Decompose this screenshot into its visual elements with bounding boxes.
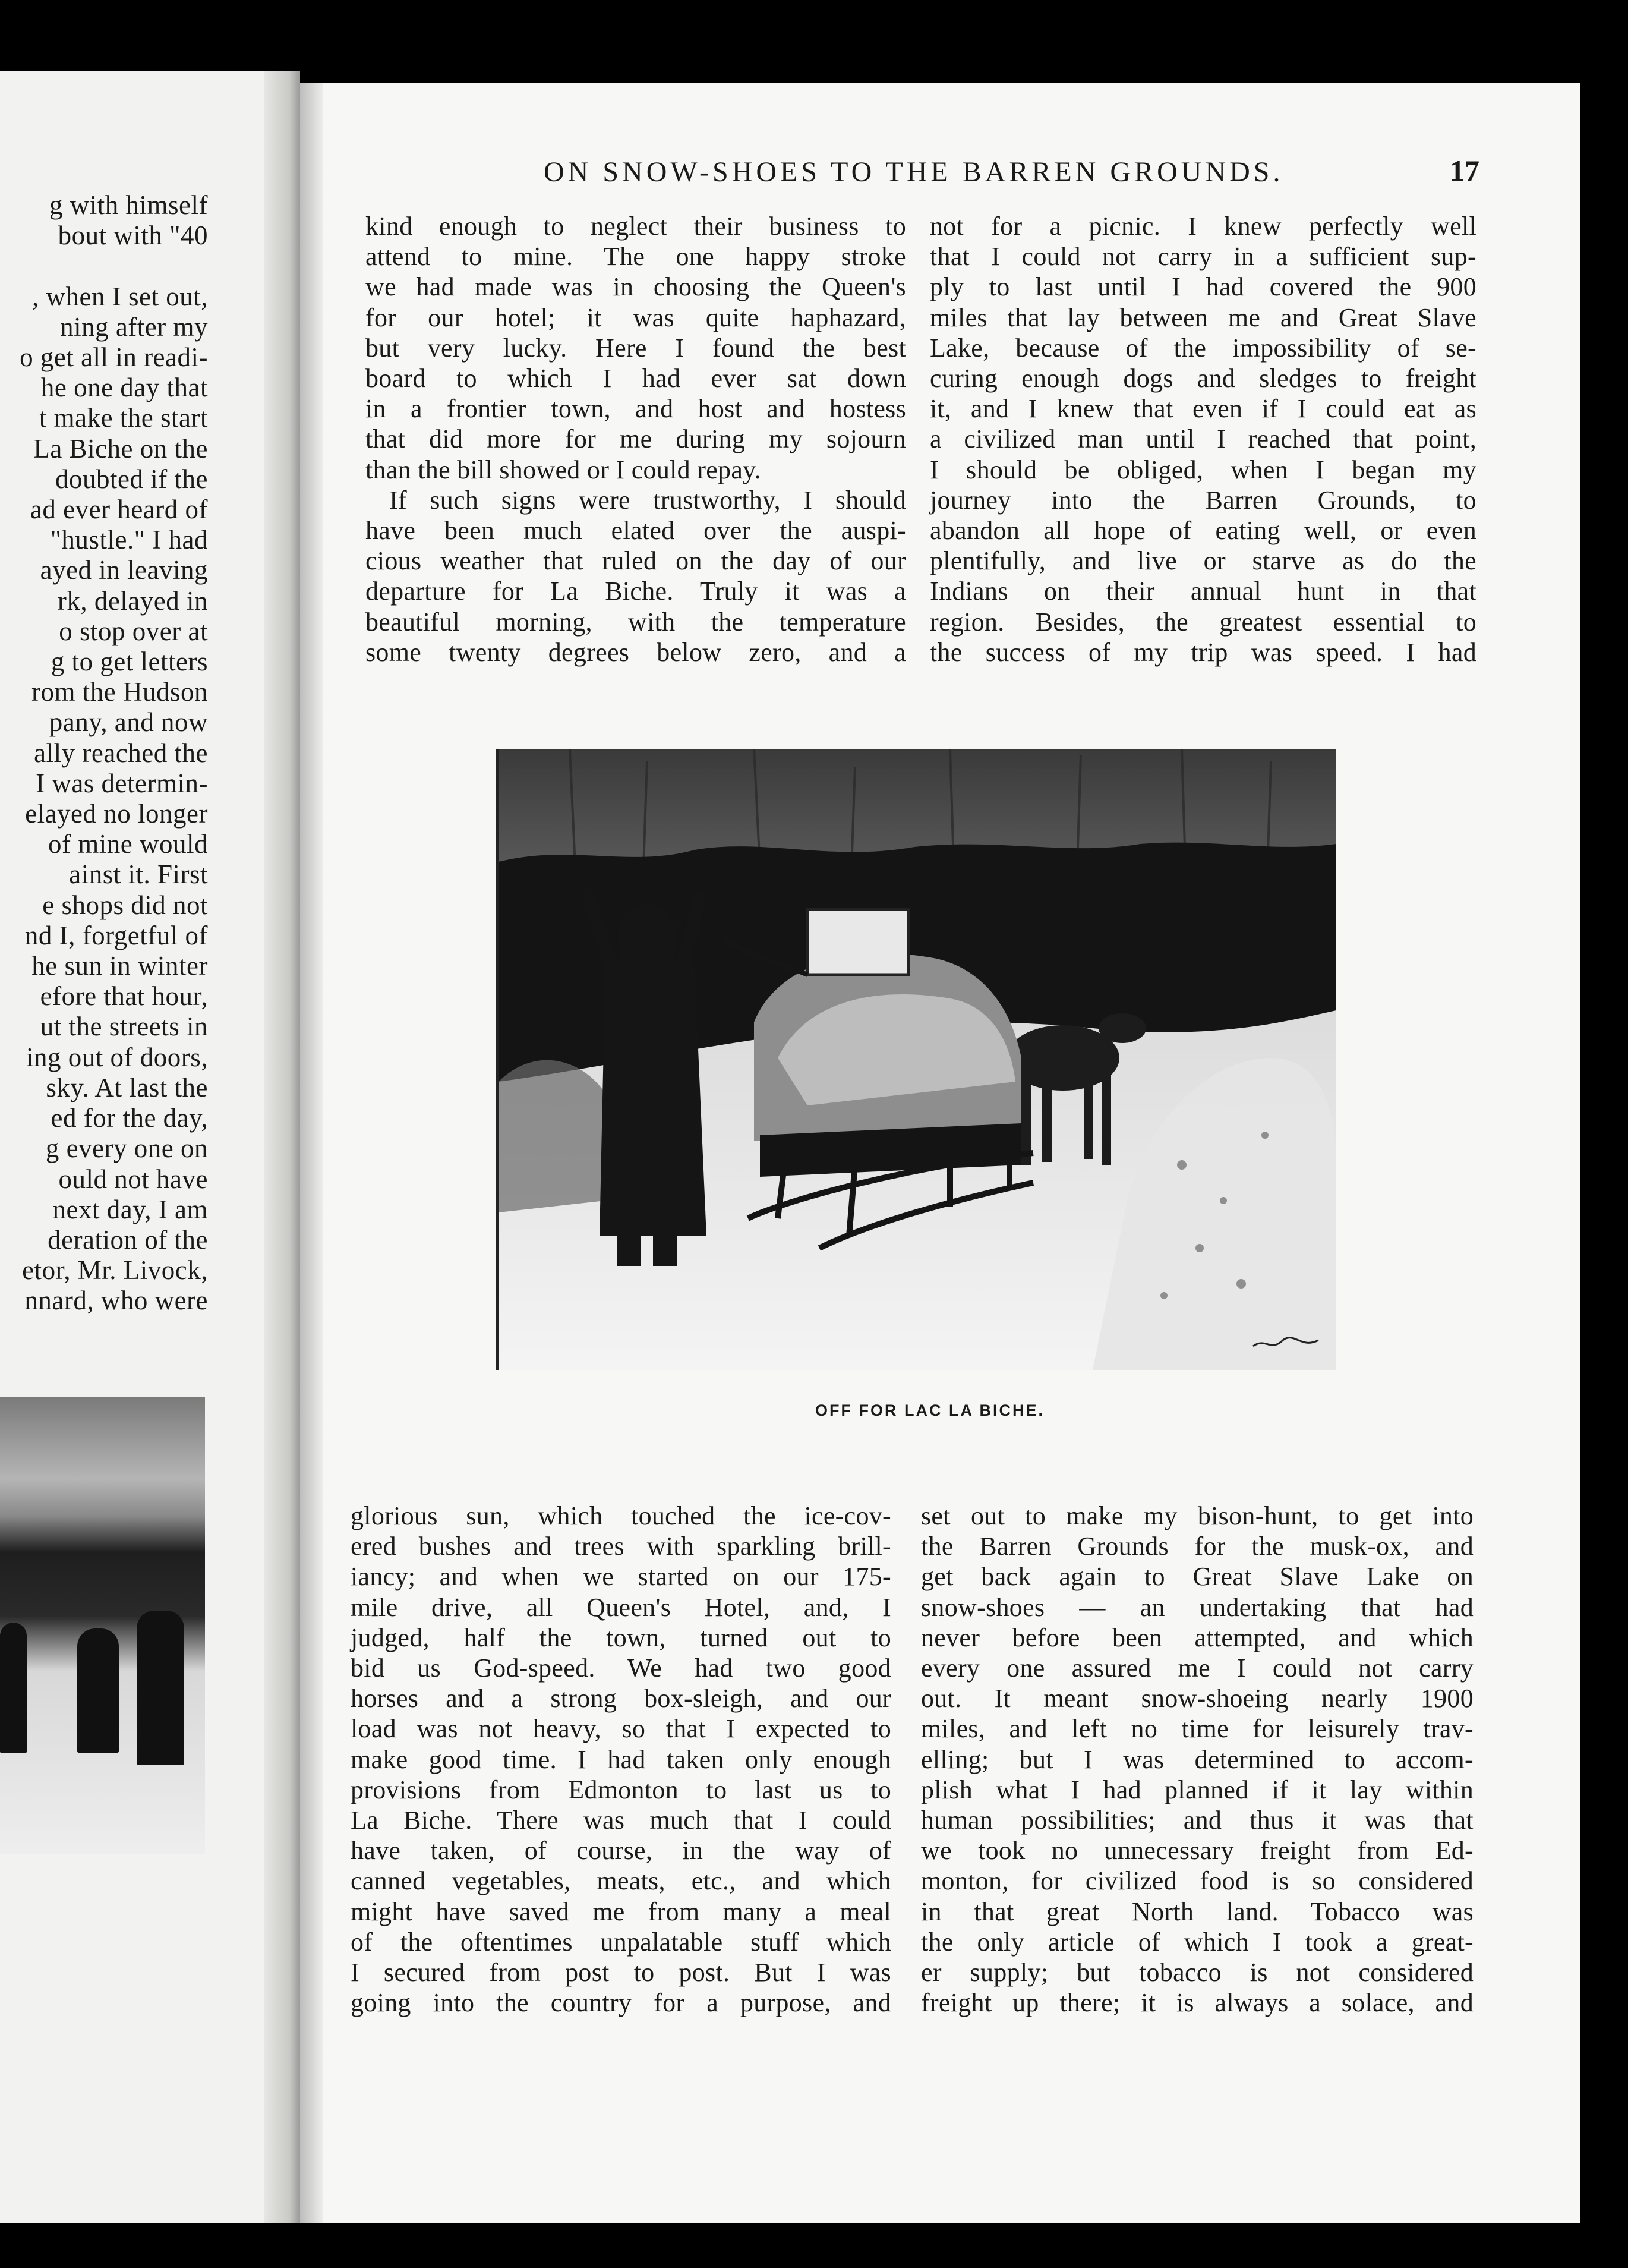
text-line: that did more for me during my sojourn [365, 424, 906, 454]
running-head: ON SNOW-SHOES TO THE BARREN GROUNDS. [544, 156, 1284, 188]
text-line: plish what I had planned if it lay within [921, 1775, 1474, 1804]
text-line: the Barren Grounds for the musk-ox, and [921, 1532, 1474, 1561]
text-line: bout with "40 [58, 220, 208, 251]
text-line: a civilized man until I reached that point, [930, 424, 1476, 454]
text-line: "hustle." I had [50, 525, 208, 555]
text-line: some twenty degrees below zero, and a [365, 637, 906, 667]
text-line: next day, I am [52, 1194, 208, 1224]
text-line: g to get letters [51, 647, 208, 677]
text-line: g every one on [45, 1133, 208, 1164]
text-line: I should be obliged, when I began my [930, 455, 1476, 484]
text-line: the only article of which I took a great- [921, 1927, 1474, 1957]
text-line: might have saved me from many a meal [351, 1897, 891, 1926]
text-line: for our hotel; it was quite haphazard, [365, 303, 906, 332]
text-line: ally reached the [34, 738, 208, 768]
text-line: snow-shoes — an undertaking that had [921, 1592, 1474, 1622]
text-line: region. Besides, the greatest essential to [930, 607, 1476, 637]
text-line: journey into the Barren Grounds, to [930, 485, 1476, 515]
text-line: he one day that [40, 373, 208, 403]
text-column-bottom-right [921, 1501, 1474, 2018]
text-line: elling; but I was determined to accom- [921, 1744, 1474, 1774]
text-line: plentifully, and live or starve as do the [930, 546, 1476, 576]
text-line: Indians on their annual hunt in that [930, 577, 1476, 606]
text-line: miles, and left no time for leisurely trav- [921, 1714, 1474, 1744]
text-line: canned vegetables, meats, etc., and which [351, 1866, 891, 1896]
previous-page-photo [0, 1397, 205, 1854]
text-line: horses and a strong box-sleigh, and our [351, 1684, 891, 1713]
text-line: If such signs were trustworthy, I should [389, 485, 906, 515]
text-line: of the oftentimes unpalatable stuff which [351, 1927, 891, 1957]
previous-page [0, 71, 300, 2223]
text-line: ut the streets in [40, 1012, 208, 1042]
text-line: departure for La Biche. Truly it was a [365, 577, 906, 606]
page-gutter [264, 71, 300, 2223]
text-line: I was determin- [36, 768, 208, 798]
text-line: but very lucky. Here I found the best [365, 333, 906, 363]
page-number: 17 [1450, 154, 1479, 187]
text-line: Lake, because of the impossibility of se- [930, 333, 1476, 363]
text-line: set out to make my bison-hunt, to get into [921, 1501, 1474, 1530]
text-line: La Biche. There was much that I could [351, 1806, 891, 1835]
text-line [0, 251, 208, 281]
text-line: human possibilities; and thus it was that [921, 1806, 1474, 1835]
text-line: miles that lay between me and Great Slave [930, 303, 1476, 332]
text-line: ning after my [60, 311, 208, 342]
text-line: rom the Hudson [31, 677, 208, 707]
text-line: o stop over at [59, 616, 208, 646]
text-line: etor, Mr. Livock, [22, 1255, 208, 1286]
text-line: going into the country for a purpose, and [351, 1988, 891, 2018]
text-line: e shops did not [42, 890, 208, 920]
text-line: ered bushes and trees with sparkling brill- [351, 1532, 891, 1561]
text-line: never before been attempted, and which [921, 1623, 1474, 1652]
text-line: deration of the [48, 1224, 208, 1255]
text-line: ayed in leaving [40, 555, 208, 585]
text-line: in that great North land. Tobacco was [921, 1897, 1474, 1926]
text-line: we took no unnecessary freight from Ed- [921, 1836, 1474, 1866]
text-line: it, and I knew that even if I could eat as [930, 394, 1476, 424]
text-line: rk, delayed in [57, 585, 208, 616]
text-line: g with himself [49, 190, 208, 220]
text-line: doubted if the [55, 464, 208, 494]
book-page [300, 83, 1580, 2223]
photo-figure [0, 1623, 27, 1753]
text-line: board to which I had ever sat down [365, 364, 906, 393]
text-line: o get all in readi- [20, 342, 208, 373]
text-line: the success of my trip was speed. I had [930, 637, 1476, 667]
text-line: t make the start [39, 403, 208, 433]
previous-page-text [0, 190, 208, 1316]
text-line: get back again to Great Slave Lake on [921, 1562, 1474, 1592]
page-gutter-shadow [300, 83, 323, 2223]
text-line: , when I set out, [32, 281, 208, 311]
text-line: elayed no longer [25, 799, 208, 829]
text-line: freight up there; it is always a solace, and [921, 1988, 1474, 2018]
illustration-caption: OFF FOR LAC LA BICHE. [815, 1401, 1045, 1419]
text-line: ing out of doors, [26, 1042, 208, 1072]
text-line: cious weather that ruled on the day of our [365, 546, 906, 576]
text-line: er supply; but tobacco is not considered [921, 1958, 1474, 1987]
text-line: make good time. I had taken only enough [351, 1744, 891, 1774]
text-line: provisions from Edmonton to last us to [351, 1775, 891, 1804]
photo-figure [137, 1611, 184, 1765]
text-line: La Biche on the [33, 433, 208, 464]
text-line: pany, and now [49, 707, 208, 738]
sleigh-illustration [496, 749, 1336, 1370]
text-line: sky. At last the [46, 1072, 208, 1102]
text-line: bid us God-speed. We had two good [351, 1653, 891, 1683]
text-line: ainst it. First [69, 859, 208, 890]
text-line: that I could not carry in a sufficient sup- [930, 242, 1476, 272]
text-line: iancy; and when we started on our 175- [351, 1562, 891, 1592]
text-line: efore that hour, [40, 981, 208, 1012]
text-line: out. It meant snow-shoeing nearly 1900 [921, 1684, 1474, 1713]
text-line: every one assured me I could not carry [921, 1653, 1474, 1683]
text-line: ply to last until I had covered the 900 [930, 272, 1476, 302]
text-column-top-left [365, 211, 906, 667]
text-line: of mine would [48, 829, 208, 859]
photo-figure [77, 1628, 119, 1753]
text-line: curing enough dogs and sledges to freight [930, 364, 1476, 393]
text-line: beautiful morning, with the temperature [365, 607, 906, 637]
text-line: monton, for civilized food is so considered [921, 1866, 1474, 1896]
text-line: not for a picnic. I knew perfectly well [930, 212, 1476, 241]
text-line: ad ever heard of [30, 494, 208, 525]
text-line: load was not heavy, so that I expected to [351, 1714, 891, 1744]
text-line: attend to mine. The one happy stroke [365, 242, 906, 272]
text-line: abandon all hope of eating well, or even [930, 516, 1476, 546]
text-line: in a frontier town, and host and hostess [365, 394, 906, 424]
text-line: mile drive, all Queen's Hotel, and, I [351, 1592, 891, 1622]
text-line: ould not have [58, 1164, 208, 1194]
text-line: he sun in winter [31, 951, 208, 981]
text-line: have taken, of course, in the way of [351, 1836, 891, 1866]
text-line: judged, half the town, turned out to [351, 1623, 891, 1652]
text-line: nd I, forgetful of [24, 920, 208, 950]
text-line: ed for the day, [51, 1103, 208, 1133]
text-column-bottom-left [351, 1501, 891, 2018]
text-column-top-right [930, 211, 1476, 667]
text-line: nnard, who were [24, 1286, 208, 1316]
text-line: glorious sun, which touched the ice-cov- [351, 1501, 891, 1530]
text-line: than the bill showed or I could repay. [365, 455, 761, 484]
text-line: have been much elated over the auspi- [365, 516, 906, 546]
text-line: kind enough to neglect their business to [365, 212, 906, 241]
text-line: we had made was in choosing the Queen's [365, 272, 906, 302]
text-line: I secured from post to post. But I was [351, 1958, 891, 1987]
